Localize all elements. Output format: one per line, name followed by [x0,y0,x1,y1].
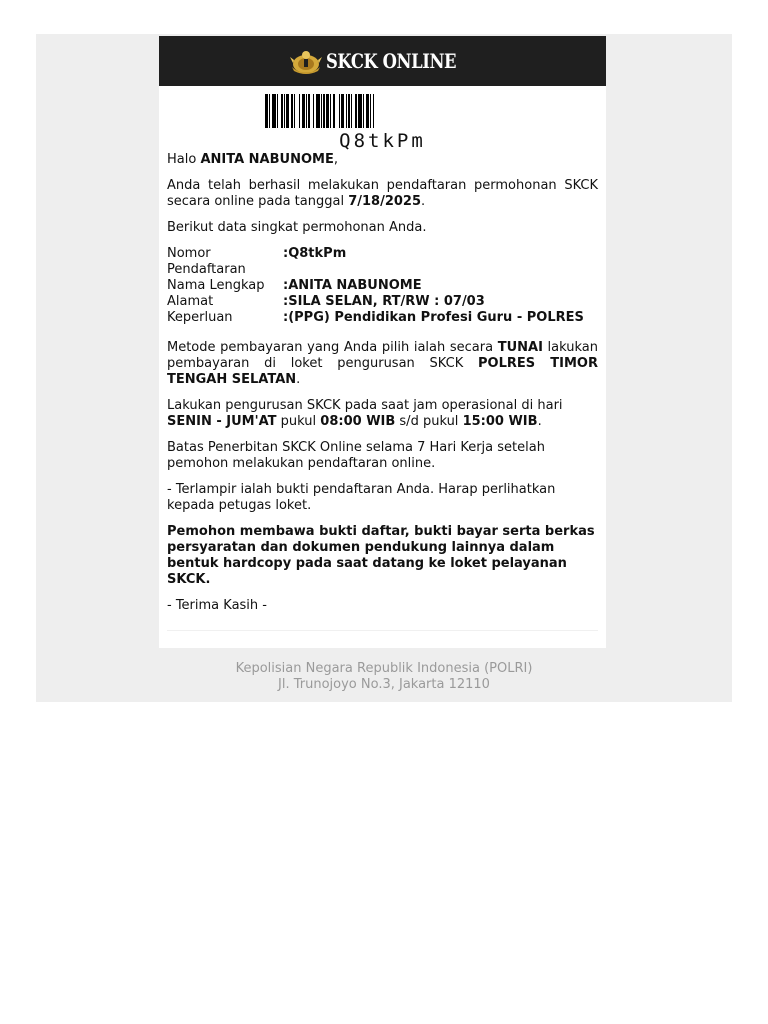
footer-address: Jl. Trunojoyo No.3, Jakarta 12110 [278,677,490,692]
divider [167,630,598,631]
detail-label: Alamat [167,294,214,309]
payment-method: TUNAI [497,340,543,355]
detail-value: ANITA NABUNOME [288,278,422,293]
detail-row: Nomor Pendaftaran :Q8tkPm [167,246,347,277]
email-background [36,34,732,702]
opening-time: 08:00 WIB [320,414,396,429]
detail-row: Keperluan :(PPG) Pendidikan Profesi Guru - POLRES [167,310,584,325]
closing-text: - Terima Kasih - [167,598,267,613]
registration-date: 7/18/2025 [348,194,422,209]
requirements-paragraph: Pemohon membawa bukti daftar, bukti bayar serta berkas persyaratan dan dokumen pendukung lainnya dalam bentuk hardcopy pada saat datang ke loket pelayanan SKCK. [167,524,595,587]
detail-row: Alamat :SILA SELAN, RT/RW : 07/03 [167,294,485,309]
attachment-paragraph: - Terlampir ialah bukti pendaftaran Anda. Harap perlihatkan kepada petugas loket. [167,482,556,513]
email-body [159,152,606,631]
barcode-block [159,94,606,152]
barcode-code: Q8tkPm [339,130,426,152]
detail-label: Nama Lengkap [167,278,265,293]
applicant-name: ANITA NABUNOME [200,152,334,167]
detail-label: Keperluan [167,310,233,325]
intro-paragraph: Anda telah berhasil melakukan pendaftaran permohonan SKCK secara online pada tanggal 7/18/2025. [167,178,598,209]
summary-intro: Berikut data singkat permohonan Anda. [167,220,427,235]
closing-time: 15:00 WIB [462,414,538,429]
header-bar [159,36,606,86]
detail-value: SILA SELAN, RT/RW : 07/03 [288,294,485,309]
footer-organization: Kepolisian Negara Republik Indonesia (POLRI) [235,661,533,676]
greeting: Halo ANITA NABUNOME, [167,152,338,167]
detail-value: Q8tkPm [288,246,347,261]
detail-value: (PPG) Pendidikan Profesi Guru - POLRES [288,310,584,325]
police-office: POLRES TIMOR TENGAH SELATAN [167,356,598,387]
police-emblem-icon [289,47,323,75]
payment-paragraph: Metode pembayaran yang Anda pilih ialah secara TUNAI lakukan pembayaran di loket pengurusan SKCK POLRES TIMOR TENGAH SELATAN. [167,340,598,387]
registration-details [167,246,598,326]
deadline-paragraph: Batas Penerbitan SKCK Online selama 7 Hari Kerja setelah pemohon melakukan pendaftaran online. [167,440,545,471]
footer [36,661,732,693]
operating-days: SENIN - JUM'AT [167,414,277,429]
hours-paragraph: Lakukan pengurusan SKCK pada saat jam operasional di hari SENIN - JUM'AT pukul 08:00 WIB s/d pukul 15:00 WIB. [167,398,563,429]
brand-title: SKCK ONLINE [326,49,457,73]
barcode-icon [263,94,503,128]
detail-label: Nomor Pendaftaran [167,246,246,277]
email-card [159,36,606,648]
brand-logo [289,47,476,75]
detail-row: Nama Lengkap :ANITA NABUNOME [167,278,422,293]
